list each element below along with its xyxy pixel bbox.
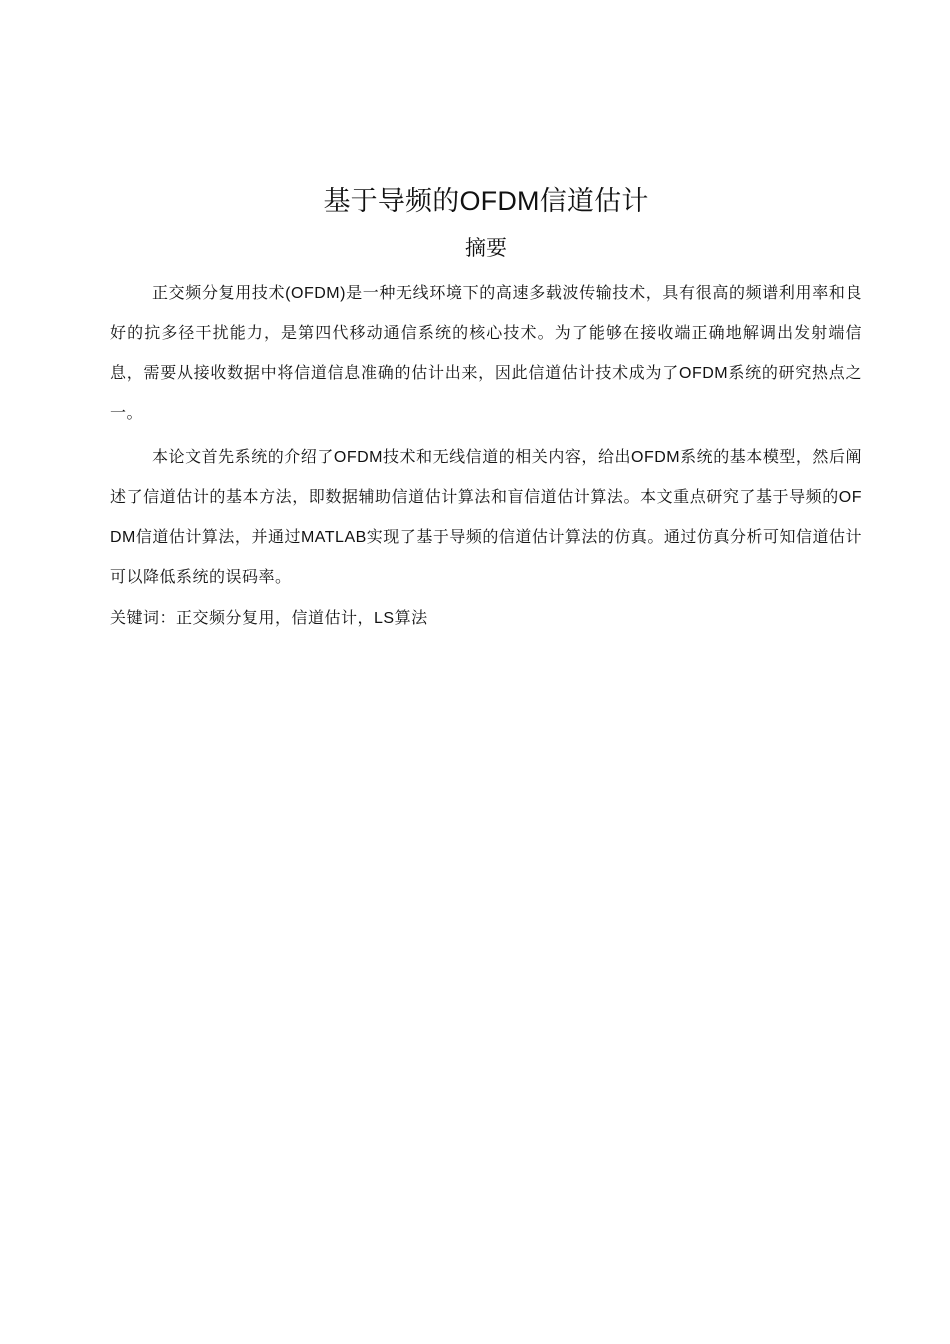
paper-title: 基于导频的OFDM信道估计	[323, 186, 649, 216]
page-content	[110, 180, 862, 634]
keywords-text: 正交频分复用，信道估计，LS算法	[176, 610, 428, 627]
keywords-line	[110, 604, 862, 634]
keywords-label: 关键词：	[110, 610, 177, 627]
abstract-heading: 摘要	[465, 237, 507, 260]
abstract-paragraph-1: 正交频分复用技术(OFDM)是一种无线环境下的高速多载波传输技术，具有很高的频谱利用率和良好的抗多径干扰能力，是第四代移动通信系统的核心技术。为了能够在接收端正确地解调出发射端信息，需要从接收数据中将信道信息准确的估计出来，因此信道估计技术成为了OFDM系统的研究热点之一。	[110, 285, 862, 422]
abstract-paragraph-2: 本论文首先系统的介绍了OFDM技术和无线信道的相关内容，给出OFDM系统的基本模型，然后阐述了信道估计的基本方法，即数据辅助信道估计算法和盲信道估计算法。本文重点研究了基于导频的OFDM信道估计算法，并通过MATLAB实现了基于导频的信道估计算法的仿真。通过仿真分析可知信道估计可以降低系统的误码率。	[110, 449, 862, 586]
